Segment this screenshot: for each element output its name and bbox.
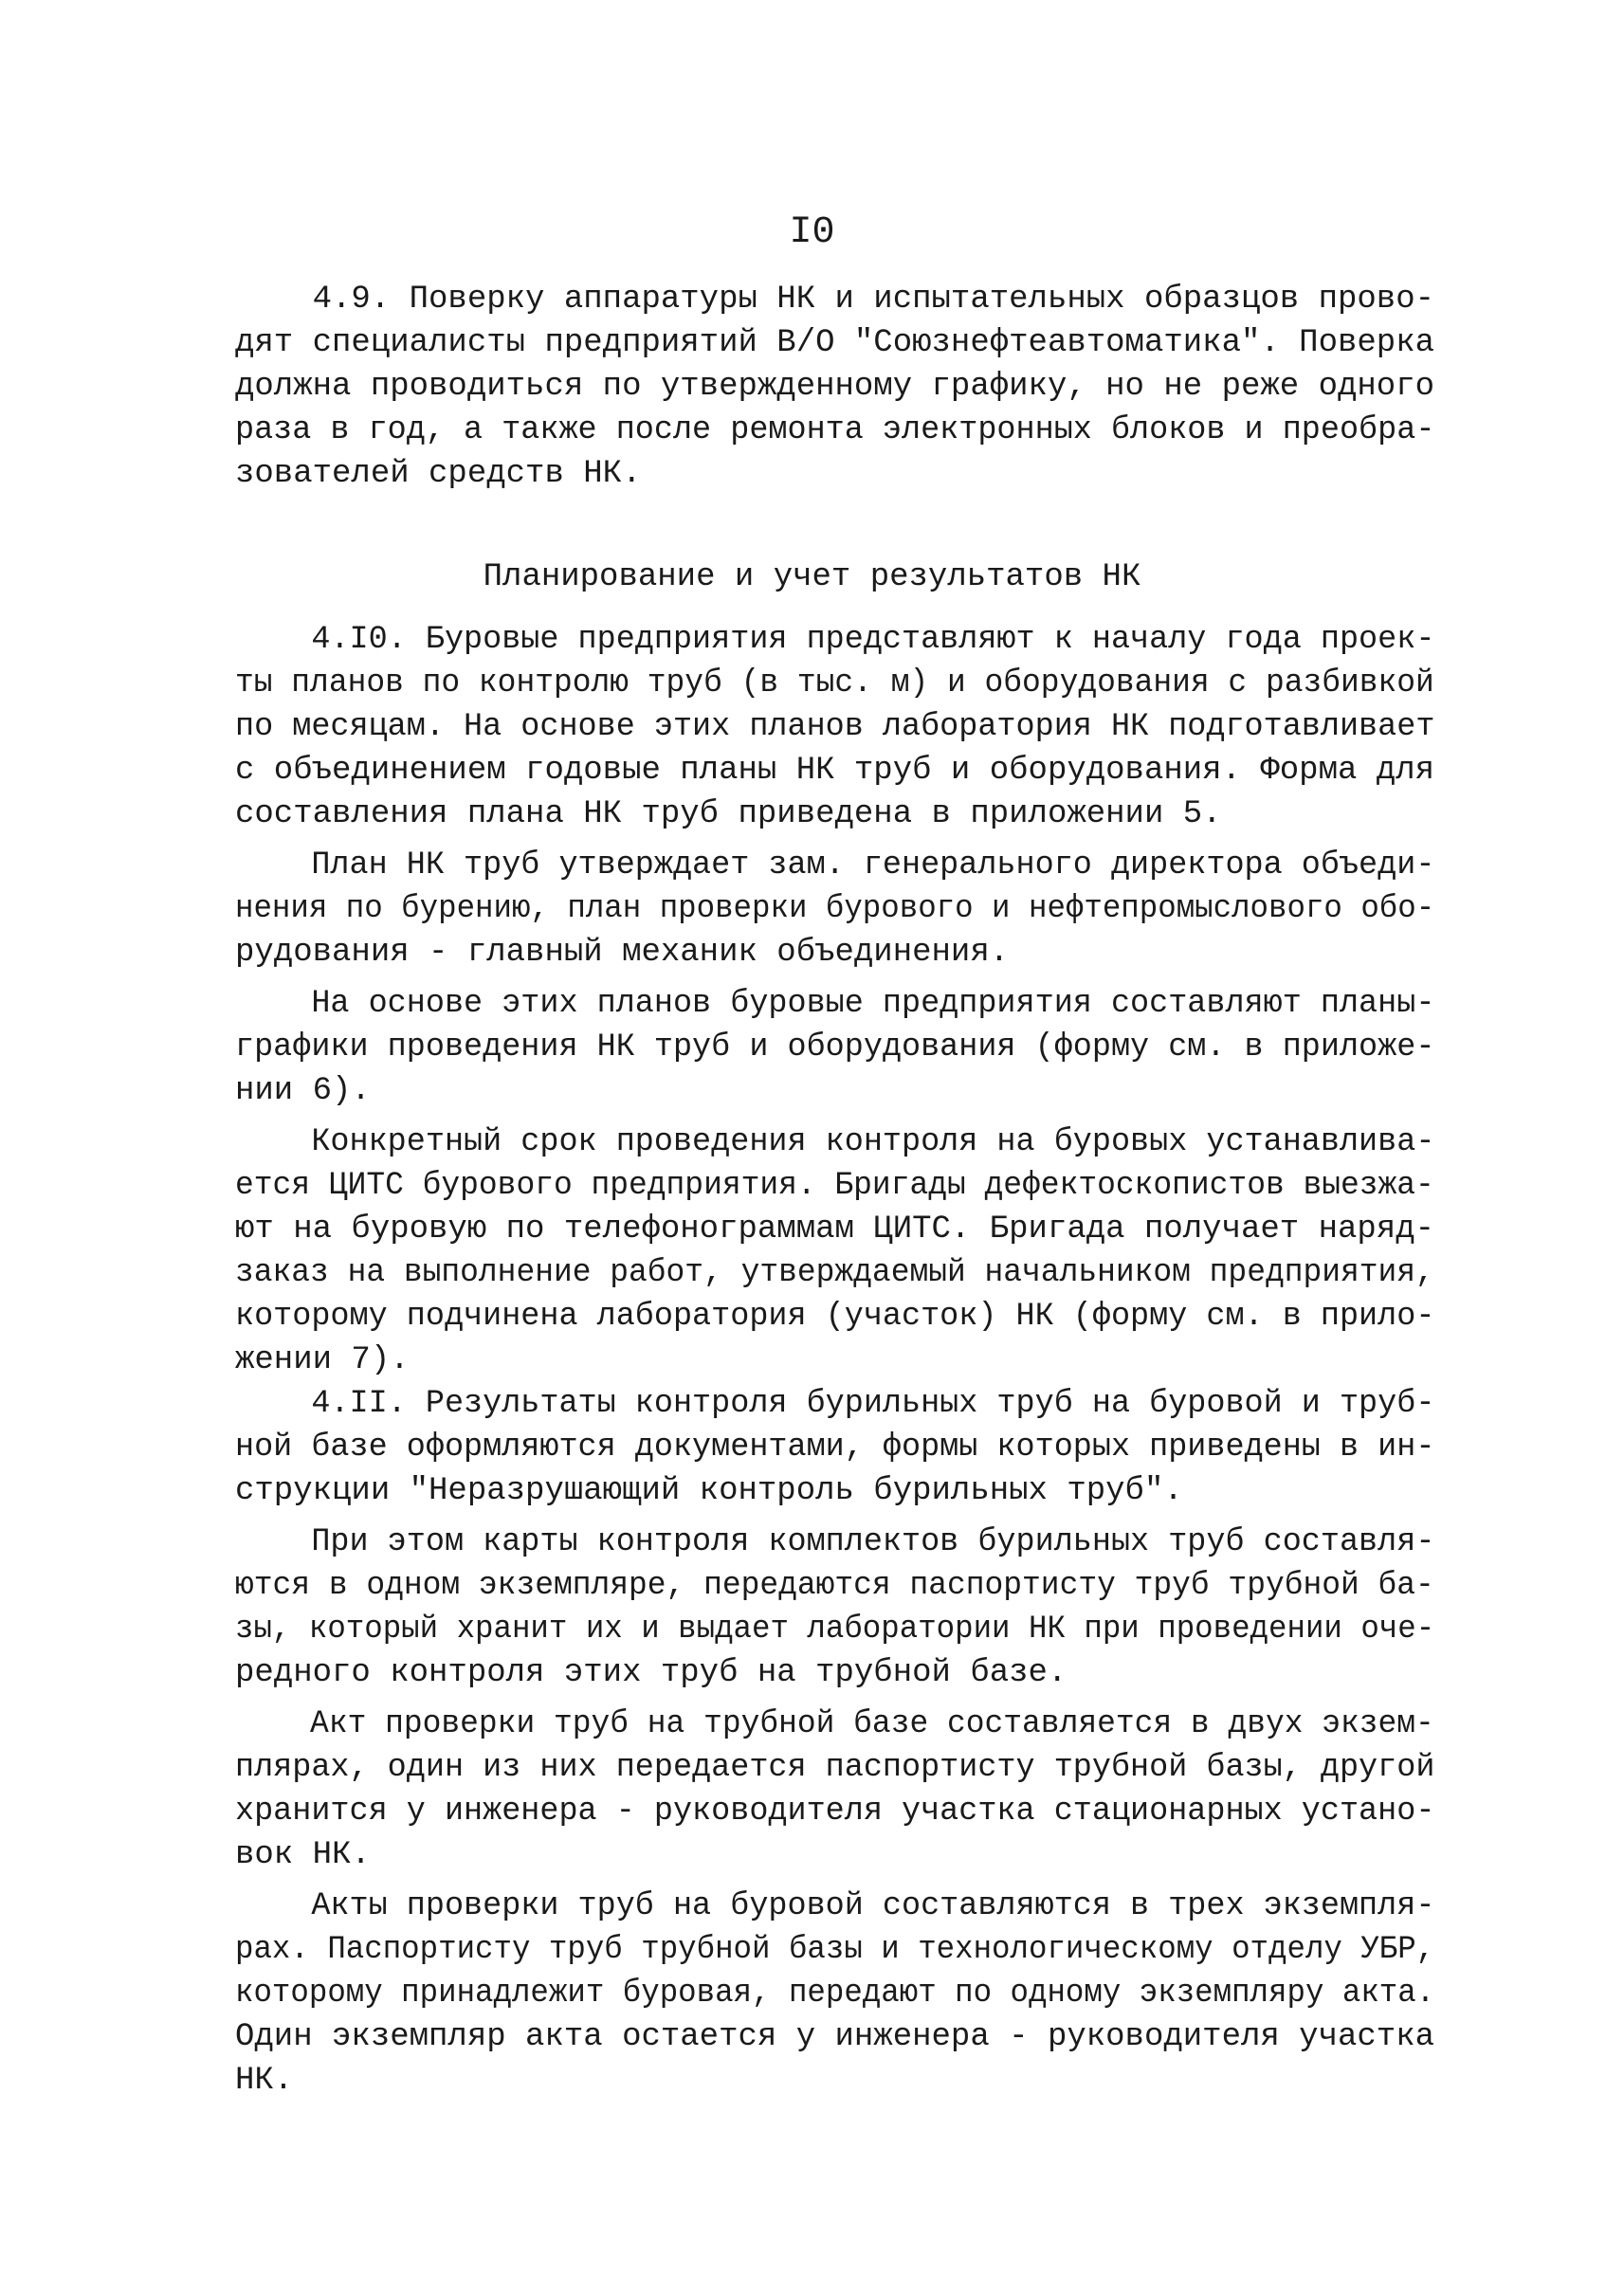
paragraph-4-10-line: по месяцам. На основе этих планов лаборатория НК подготавливает xyxy=(235,709,1435,745)
paragraph-4-11-line: струкции "Неразрушающий контроль бурильных труб". xyxy=(235,1473,1183,1509)
page-number: I0 xyxy=(789,211,835,254)
paragraph-plan-line: рудования - главный механик объединения. xyxy=(235,935,1010,971)
paragraph-akt-line: Акт проверки труб на трубной базе составляется в двух экзем- xyxy=(235,1706,1434,1742)
paragraph-4-10-line: составления плана НК труб приведена в приложении 5. xyxy=(235,796,1222,832)
paragraph-4-11-line: 4.II. Результаты контроля бурильных труб на буровой и труб- xyxy=(235,1386,1435,1422)
paragraph-karty-line: зы, который хранит их и выдает лаборатории НК при проведении оче- xyxy=(235,1612,1435,1648)
paragraph-plan-line: нения по бурению, план проверки бурового и нефтепромыслового обо- xyxy=(235,891,1435,927)
paragraph-srok-line: которому подчинена лаборатория (участок) НК (форму см. в прило- xyxy=(235,1299,1435,1335)
paragraph-srok-line: ется ЦИТС бурового предприятия. Бригады дефектоскопистов выезжа- xyxy=(235,1168,1434,1204)
paragraph-akty-line: которому принадлежит буровая, передают по одному экземпляру акта. xyxy=(235,1976,1435,2012)
paragraph-4-9-line: зователей средств НК. xyxy=(235,456,642,492)
paragraph-4-9-line: раза в год, а также после ремонта электронных блоков и преобра- xyxy=(235,412,1435,448)
paragraph-akt-line: плярах, один из них передается паспортисту трубной базы, другой xyxy=(235,1750,1435,1786)
paragraph-4-10-line: ты планов по контролю труб (в тыс. м) и оборудования с разбивкой xyxy=(235,665,1434,701)
paragraph-srok-line: ют на буровую по телефонограммам ЦИТС. Бригада получает наряд- xyxy=(235,1211,1435,1248)
paragraph-akt-line: хранится у инженера - руководителя участка стационарных устано- xyxy=(235,1794,1435,1830)
paragraph-karty-line: ются в одном экземпляре, передаются паспортисту труб трубной ба- xyxy=(235,1568,1434,1604)
paragraph-akt-line: вок НК. xyxy=(235,1837,371,1873)
paragraph-akty-line: Акты проверки труб на буровой составляются в трех экземпля- xyxy=(235,1888,1435,1924)
paragraph-srok-line: заказ на выполнение работ, утверждаемый начальником предприятия, xyxy=(235,1255,1434,1291)
section-heading: Планирование и учет результатов НК xyxy=(483,559,1141,595)
paragraph-4-10-line: 4.I0. Буровые предприятия представляют к началу года проек- xyxy=(235,622,1435,658)
paragraph-srok-line: Конкретный срок проведения контроля на буровых устанавлива- xyxy=(235,1124,1435,1160)
paragraph-akty-line: НК. xyxy=(235,2063,294,2099)
paragraph-4-9-line: дят специалисты предприятий В/О "Союзнефтеавтоматика". Поверка xyxy=(235,325,1435,361)
paragraph-4-10-line: с объединением годовые планы НК труб и оборудования. Форма для xyxy=(235,753,1435,789)
paragraph-akty-line: Один экземпляр акта остается у инженера - руководителя участка xyxy=(235,2019,1435,2055)
paragraph-plan-line: План НК труб утверждает зам. генерального директора объеди- xyxy=(235,847,1435,883)
paragraph-karty-line: При этом карты контроля комплектов бурильных труб составля- xyxy=(235,1524,1435,1560)
paragraph-akty-line: рах. Паспортисту труб трубной базы и технологическому отделу УБР, xyxy=(235,1932,1435,1968)
paragraph-4-9-line: 4.9. Поверку аппаратуры НК и испытательных образцов прово- xyxy=(235,282,1435,318)
paragraph-4-9-line: должна проводиться по утвержденному графику, но не реже одного xyxy=(235,369,1435,405)
paragraph-karty-line: редного контроля этих труб на трубной базе. xyxy=(235,1655,1067,1691)
paragraph-osnove-line: графики проведения НК труб и оборудования (форму см. в приложе- xyxy=(235,1029,1435,1066)
paragraph-osnove-line: нии 6). xyxy=(235,1073,371,1109)
paragraph-osnove-line: На основе этих планов буровые предприятия составляют планы- xyxy=(235,986,1435,1022)
paragraph-4-11-line: ной базе оформляются документами, формы которых приведены в ин- xyxy=(235,1430,1435,1466)
paragraph-srok-line: жении 7). xyxy=(235,1342,410,1378)
